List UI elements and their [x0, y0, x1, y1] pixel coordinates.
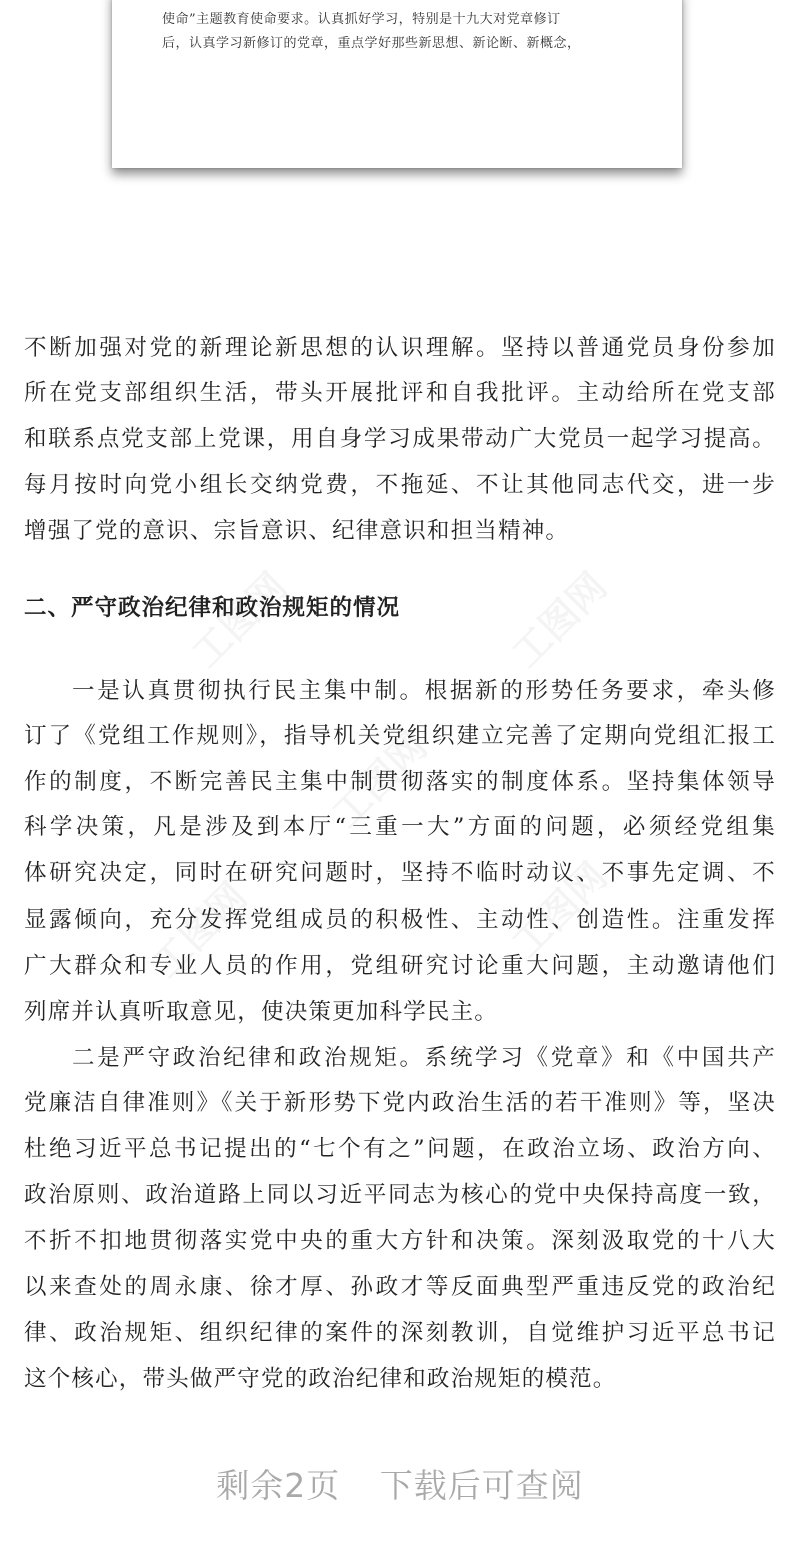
text-line: 订了《党组工作规则》，指导机关党组织建立完善了定期向党组汇报工: [24, 723, 776, 749]
text-line: 增强了党的意识、宗旨意识、纪律意识和担当精神。: [24, 518, 570, 544]
download-prompt[interactable]: [0, 1460, 800, 1507]
text-line: 律、政治规矩、组织纪律的案件的深刻教训，自觉维护习近平总书记: [24, 1320, 776, 1346]
text-line: 不折不扣地贯彻落实党中央的重大方针和决策。深刻汲取党的十八大: [24, 1228, 776, 1254]
text-line: 所在党支部组织生活，带头开展批评和自我批评。主动给所在党支部: [24, 380, 776, 406]
text-line: 每月按时向党小组长交纳党费，不拖延、不让其他同志代交，进一步: [24, 472, 776, 498]
text-line: 这个核心，带头做严守党的政治纪律和政治规矩的模范。: [24, 1366, 617, 1392]
text-line: 不断加强对党的新理论新思想的认识理解。坚持以普通党员身份参加: [24, 335, 776, 361]
remaining-pages-label: 剩余2页: [216, 1466, 341, 1505]
watermark: [497, 558, 617, 678]
text-line: 作的制度，不断完善民主集中制贯彻落实的制度体系。坚持集体领导: [24, 769, 776, 795]
preview-line-2: 后，认真学习新修订的党章，重点学好那些新思想、新论断、新概念，: [162, 36, 581, 51]
text-line: 体研究决定，同时在研究问题时，坚持不临时动议、不事先定调、不: [24, 860, 776, 886]
text-line: 一是认真贯彻执行民主集中制。根据新的形势任务要求，牵头修: [72, 678, 776, 704]
text-line: 广大群众和专业人员的作用，党组研究讨论重大问题，主动邀请他们: [24, 953, 776, 979]
text-line: 以来查处的周永康、徐才厚、孙政才等反面典型严重违反党的政治纪: [24, 1274, 776, 1300]
text-line: 杜绝习近平总书记提出的“七个有之”问题，在政治立场、政治方向、: [24, 1136, 776, 1162]
preview-card: [112, 0, 682, 168]
text-line: 科学决策，凡是涉及到本厅“三重一大”方面的问题，必须经党组集: [24, 814, 776, 840]
text-line: 列席并认真听取意见，使决策更加科学民主。: [24, 999, 499, 1025]
text-line: 政治原则、政治道路上同以习近平同志为核心的党中央保持高度一致，: [24, 1182, 776, 1208]
text-line: 显露倾向，充分发挥党组成员的积极性、主动性、创造性。注重发挥: [24, 907, 776, 933]
text-line: 和联系点党支部上党课，用自身学习成果带动广大党员一起学习提高。: [24, 426, 776, 452]
text-line: 党廉洁自律准则》《关于新形势下党内政治生活的若干准则》等，坚决: [24, 1090, 776, 1116]
text-line: 二是严守政治纪律和政治规矩。系统学习《党章》和《中国共产: [72, 1045, 776, 1071]
download-to-view-link[interactable]: 下载后可查阅: [379, 1466, 584, 1505]
preview-line-1: 使命”主题教育使命要求。认真抓好学习，特别是十九大对党章修订: [162, 12, 561, 27]
section-heading: 二、严守政治纪律和政治规矩的情况: [24, 595, 401, 621]
